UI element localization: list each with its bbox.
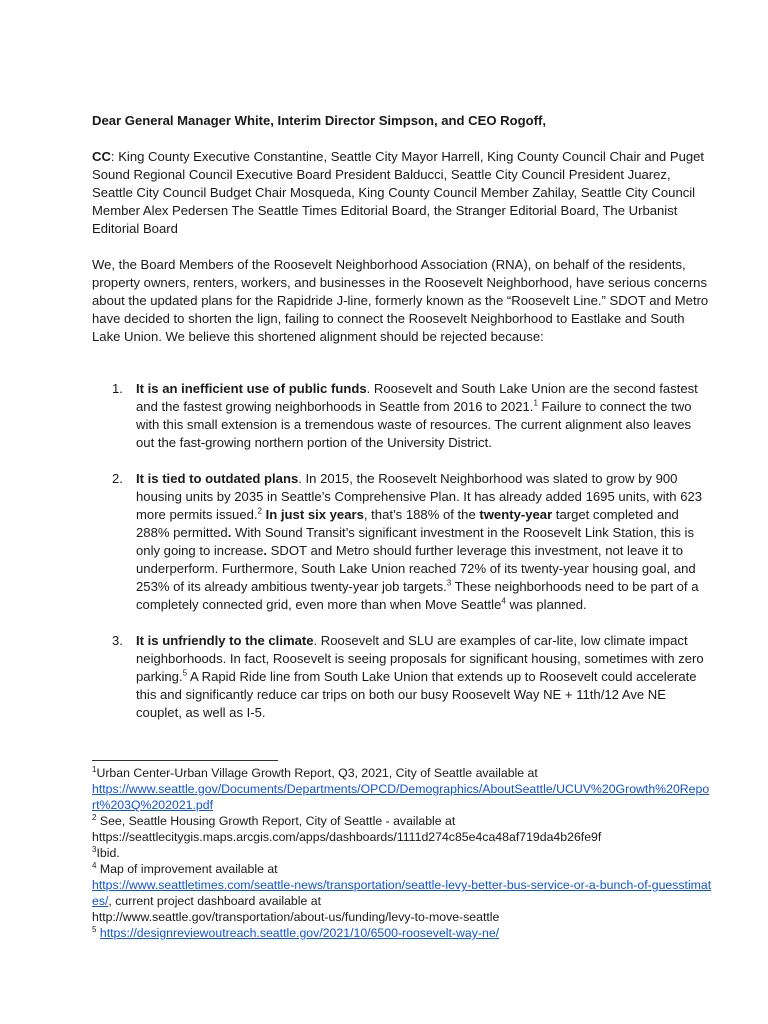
- reason-emphasis: .: [227, 525, 232, 540]
- footnote-divider: [92, 760, 278, 761]
- reason-text: A Rapid Ride line from South Lake Union that extends up to Roosevelt could accelerate this and significantly reduce car trips on both our busy Roosevelt Way NE + 11th/12 Ave NE couplet, as well as I-5.: [136, 669, 697, 720]
- footnote-number: 4: [92, 860, 97, 870]
- footnote-ref[interactable]: 4: [501, 596, 506, 606]
- reason-text: . Roosevelt and South Lake Union are the second fastest and the fastest growing neighborhoods in Seattle from 2016 to 2021.: [136, 381, 698, 414]
- reason-item: [92, 470, 712, 614]
- footnote-3: [92, 845, 712, 861]
- footnote-text: See, Seattle Housing Growth Report, City of Seattle - available at: [96, 814, 456, 828]
- footnote-ref[interactable]: 2: [257, 506, 262, 516]
- footnote-4-link[interactable]: https://www.seattletimes.com/seattle-news/transportation/seattle-levy-better-bus-service-or-a-bunch-of-guesstimates/: [92, 878, 712, 908]
- footnote-number: 2: [92, 812, 97, 822]
- reason-text: , that’s 188% of the: [363, 507, 480, 522]
- reason-heading: It is tied to outdated plans: [136, 471, 299, 486]
- footnote-text: Map of improvement available at: [96, 862, 278, 876]
- footnote-ref[interactable]: 5: [182, 668, 188, 678]
- footnote-ref[interactable]: 3: [446, 578, 452, 588]
- footnote-1-link-wrap: [92, 781, 712, 813]
- reason-heading: It is unfriendly to the climate: [136, 633, 314, 648]
- reason-number: 2.: [112, 471, 123, 486]
- footnote-number: 1: [92, 764, 97, 774]
- footnote-text: Ibid.: [96, 846, 120, 860]
- reason-text: target completed and 288% permitted: [136, 507, 679, 540]
- footnote-1-link[interactable]: https://www.seattle.gov/Documents/Departments/OPCD/Demographics/AboutSeattle/UCUV%20Growth%20Report%203Q%202021.pdf: [92, 782, 710, 812]
- reason-emphasis: In just six years: [261, 507, 364, 522]
- footnote-2: [92, 813, 712, 829]
- reason-text: SDOT and Metro should further leverage this investment, not leave it to underperform. Furthermore, South Lake Union reached 72% of its twenty-year housing goal, and 253% of its already ambitious twenty-year job targets.: [136, 543, 696, 594]
- footnote-ref[interactable]: 1: [533, 398, 538, 408]
- reasons-list: [92, 380, 712, 740]
- reason-number: 3.: [112, 633, 123, 648]
- footnote-4-url2: http://www.seattle.gov/transportation/about-us/funding/levy-to-move-seattle: [92, 910, 500, 924]
- salutation: Dear General Manager White, Interim Director Simpson, and CEO Rogoff,: [92, 113, 546, 128]
- reason-item: [92, 380, 712, 452]
- footnote-1: [92, 765, 712, 781]
- reason-number: 1.: [112, 381, 123, 396]
- footnote-number: 3: [92, 844, 97, 854]
- footnote-4: [92, 861, 712, 877]
- reason-emphasis: twenty-year: [479, 507, 553, 522]
- footnote-text: Urban Center-Urban Village Growth Report, Q3, 2021, City of Seattle available at: [96, 766, 538, 780]
- footnote-text: , current project dashboard available at: [108, 894, 321, 908]
- footnote-number: 5: [92, 924, 97, 934]
- footnote-4-link-wrap: [92, 877, 712, 909]
- footnote-5-link[interactable]: https://designreviewoutreach.seattle.gov/2021/10/6500-roosevelt-way-ne/: [99, 926, 500, 940]
- cc-label: CC: [92, 149, 111, 164]
- reason-text: was planned.: [505, 597, 587, 612]
- reason-text: These neighborhoods need to be part of a completely connected grid, even more than when Move Seattle: [136, 579, 699, 612]
- cc-paragraph: [92, 148, 712, 238]
- reason-text: With Sound Transit’s significant investment in the Roosevelt Link Station, this is only going to increase: [136, 525, 694, 558]
- footnotes: [92, 765, 712, 941]
- footnote-2-url: https://seattlecitygis.maps.arcgis.com/apps/dashboards/1111d274c85e4ca48af719da4b26fe9f: [92, 830, 602, 844]
- reason-emphasis: .: [263, 543, 268, 558]
- reason-text: Failure to connect the two with this small extension is a tremendous waste of resources. The current alignment also leaves out the fast-growing northern portion of the University District.: [136, 399, 692, 450]
- reason-text: . Roosevelt and SLU are examples of car-lite, low climate impact neighborhoods. In fact, Roosevelt is seeing proposals for significant housing, sometimes with zero parking.: [136, 633, 704, 684]
- reason-heading: It is an inefficient use of public funds: [136, 381, 367, 396]
- cc-recipients: : King County Executive Constantine, Seattle City Mayor Harrell, King County Council Chair and Puget Sound Regional Council Executive Board President Balducci, Seattle City Council President Juarez, Seattle City Council Budget Chair Mosqueda, King County Council Member Zahilay, Seattle City Council Member Alex Pedersen The Seattle Times Editorial Board, the Stranger Editorial Board, The Urbanist Editorial Board: [92, 149, 705, 236]
- reason-item: [92, 632, 712, 722]
- intro-paragraph: We, the Board Members of the Roosevelt Neighborhood Association (RNA), on behalf of the residents, property owners, renters, workers, and businesses in the Roosevelt Neighborhood, have serious concerns about the updated plans for the Rapidride J-line, formerly known as the “Roosevelt Line.” SDOT and Metro have decided to shorten the lign, failing to connect the Roosevelt Neighborhood to Eastlake and South Lake Union. We believe this shortened alignment should be rejected because:: [92, 257, 709, 344]
- reason-text: . In 2015, the Roosevelt Neighborhood was slated to grow by 900 housing units by 2035 in Seattle’s Comprehensive Plan. It has already added 1695 units, with 623 more permits issued.: [136, 471, 703, 522]
- footnote-5: [92, 925, 712, 941]
